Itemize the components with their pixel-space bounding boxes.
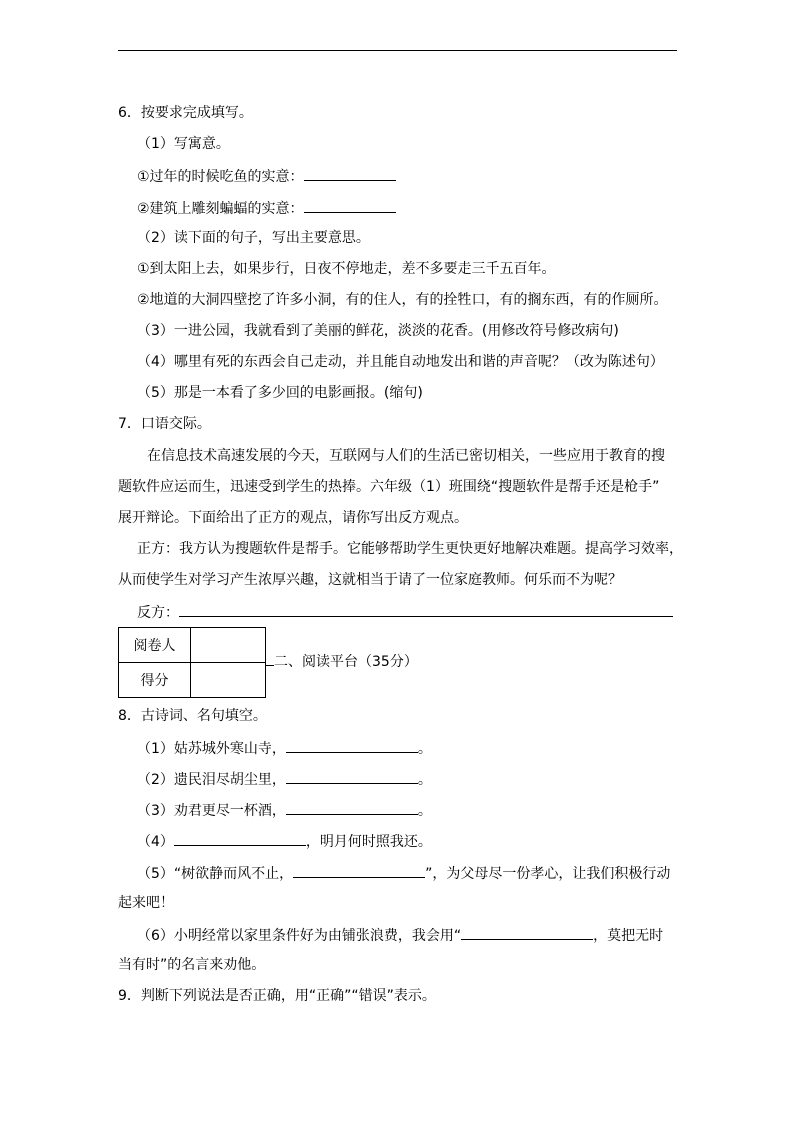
- answer-blank[interactable]: [286, 738, 418, 753]
- q6-part2-item-a: ①到太阳上去，如果步行，日夜不停地走，差不多要走三千五百年。: [137, 261, 556, 277]
- q7-paragraph-line: 展开辩论。下面给出了正方的观点，请你写出反方观点。: [118, 510, 468, 526]
- answer-blank[interactable]: [304, 166, 396, 181]
- q7-paragraph-line: 题软件应运而生，迅速受到学生的热捧。六年级（1）班围绕“搜题软件是帮手还是枪手”: [118, 479, 660, 495]
- q6-part4: （4）哪里有死的东西会自己走动，并且能自动地发出和谐的声音呢？（改为陈述句）: [137, 354, 664, 370]
- q7-positive-view-line: 正方：我方认为搜题软件是帮手。它能够帮助学生更快更好地解决难题。提高学习效率，: [137, 541, 683, 557]
- q8-item-5: （5）“树欲静而风不止， ”，为父母尽一份孝心，让我们积极行动: [137, 863, 670, 883]
- q6-part1: （1）写寓意。: [137, 136, 230, 152]
- score-label: 得分: [119, 663, 191, 698]
- score-cell[interactable]: [191, 663, 266, 698]
- q7-title: 7．口语交际。: [118, 416, 211, 432]
- q8-item-6: （6）小明经常以家里条件好为由铺张浪费，我会用“ ，莫把无时: [137, 925, 663, 945]
- score-table: [118, 627, 266, 698]
- q6-part5: （5）那是一本看了多少回的电影画报。(缩句): [137, 385, 423, 401]
- q7-paragraph-line: 在信息技术高速发展的今天，互联网与人们的生活已密切相关，一些应用于教育的搜: [147, 448, 665, 464]
- q6-part1-item-a: ①过年的时候吃鱼的实意：: [137, 166, 396, 186]
- q7-negative-view: 反方：: [137, 602, 673, 622]
- reviewer-label: 阅卷人: [119, 628, 191, 663]
- q8-item-4: （4） ，明月何时照我还。: [137, 831, 432, 851]
- answer-blank[interactable]: [461, 925, 593, 940]
- q8-item-2: （2）遗民泪尽胡尘里， 。: [137, 769, 432, 789]
- q6-part2-item-b: ②地道的大洞四壁挖了许多小洞，有的住人，有的拴牲口，有的搁东西，有的作厕所。: [137, 292, 668, 308]
- answer-blank[interactable]: [179, 602, 673, 617]
- answer-blank[interactable]: [286, 800, 418, 815]
- answer-blank[interactable]: [286, 769, 418, 784]
- connector-rule: [266, 656, 274, 666]
- answer-blank[interactable]: [304, 198, 396, 213]
- section-heading: 二、阅读平台（35分）: [266, 653, 418, 671]
- q7-positive-view-line: 从而使学生对学习产生浓厚兴趣，这就相当于请了一位家庭教师。何乐而不为呢？: [118, 572, 622, 588]
- q6-part3: （3）一进公园，我就看到了美丽的鲜花，淡淡的花香。(用修改符号修改病句): [137, 323, 619, 339]
- answer-blank[interactable]: [174, 831, 306, 846]
- q8-item-3: （3）劝君更尽一杯酒， 。: [137, 800, 432, 820]
- header-rule: [118, 50, 677, 51]
- q6-part2: （2）读下面的句子，写出主要意思。: [137, 230, 370, 246]
- q6-part1-item-b: ②建筑上雕刻蝙蝠的实意：: [137, 198, 396, 218]
- answer-blank[interactable]: [293, 863, 425, 878]
- q6-title: 6．按要求完成填写。: [118, 105, 253, 121]
- q8-item-6-continued: 当有时”的名言来劝他。: [118, 957, 266, 973]
- q9-title: 9．判断下列说法是否正确，用“正确”“错误”表示。: [118, 988, 436, 1004]
- q8-title: 8．古诗词、名句填空。: [118, 708, 267, 724]
- reviewer-cell[interactable]: [191, 628, 266, 663]
- q8-item-1: （1）姑苏城外寒山寺， 。: [137, 738, 432, 758]
- q8-item-5-continued: 起来吧！: [118, 895, 174, 911]
